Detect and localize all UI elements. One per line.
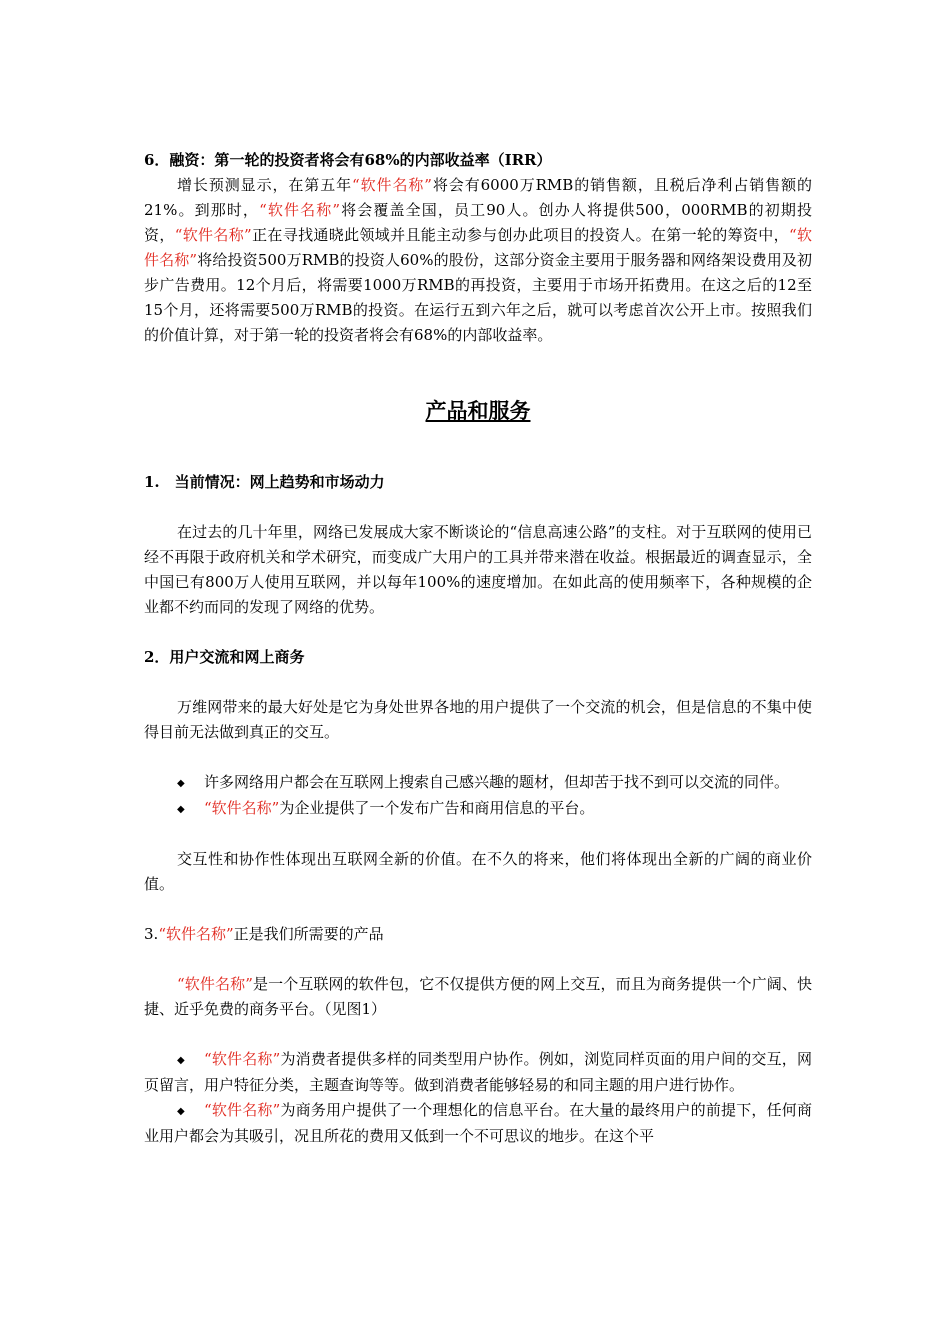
bullet-icon: ◆ [177, 804, 185, 815]
list-item: ◆ “软件名称”为商务用户提供了一个理想化的信息平台。在大量的最终用户的前提下，任何商业用户都会为其吸引，况且所花的费用又低到一个不可思议的地步。在这个平 [144, 1101, 812, 1145]
product-name: “软件名称” [204, 799, 280, 817]
list-item: ◆ “软件名称”为企业提供了一个发布广告和商用信息的平台。 [144, 796, 812, 822]
product-name: “软件名称” [352, 176, 432, 194]
document-content [144, 148, 812, 1149]
section-3-heading: 3.“软件名称”正是我们所需要的产品 [144, 925, 384, 943]
list-item: ◆ 许多网络用户都会在互联网上搜索自己感兴趣的题材，但却苦于找不到可以交流的同伴。 [144, 770, 812, 796]
list-item: ◆ “软件名称”为消费者提供多样的同类型用户协作。例如，浏览同样页面的用户间的交互，网页留言，用户特征分类，主题查询等等。做到消费者能够轻易的和同主题的用户进行协作。 [144, 1050, 812, 1094]
product-name: “软件名称” [259, 201, 340, 219]
product-name: “软件名称” [204, 1050, 281, 1068]
product-name: “软件名称” [158, 925, 234, 943]
bullet-icon: ◆ [177, 1055, 185, 1066]
section-6-paragraph: 增长预测显示，在第五年“软件名称”将会有6000万RMB的销售额，且税后净利占销售额的21%。到那时，“软件名称”将会覆盖全国，员工90人。创办人将提供500，000RMB的初期投资，“软件名称”正在寻找通晓此领域并且能主动参与创办此项目的投资人。在第一轮的筹资中，“软件名称”将给投资500万RMB的投资人60%的股份，这部分资金主要用于服务器和网络架设费用及初步广告费用。12个月后，将需要1000万RMB的再投资，主要用于市场开拓费用。在这之后的12至15个月，还将需要500万RMB的投资。在运行五到六年之后，就可以考虑首次公开上市。按照我们的价值计算，对于第一轮的投资者将会有68%的内部收益率。 [144, 176, 813, 344]
product-name: “软件名称” [144, 226, 812, 269]
section-2-paragraph: 万维网带来的最大好处是它为身处世界各地的用户提供了一个交流的机会，但是信息的不集中使得目前无法做到真正的交互。 [144, 698, 812, 741]
section-6-heading: 6．融资：第一轮的投资者将会有68%的内部收益率（IRR） [144, 151, 552, 169]
section-3-paragraph: “软件名称”是一个互联网的软件包，它不仅提供方便的网上交互，而且为商务提供一个广阔、快捷、近乎免费的商务平台。（见图1） [144, 975, 812, 1018]
section-2-closing-paragraph: 交互性和协作性体现出互联网全新的价值。在不久的将来，他们将体现出全新的广阔的商业价值。 [144, 850, 812, 893]
bullet-icon: ◆ [177, 1106, 185, 1117]
section-title: 产品和服务 [425, 398, 531, 423]
section-1-heading: 1. 当前情况：网上趋势和市场动力 [144, 473, 385, 491]
section-1-paragraph: 在过去的几十年里，网络已发展成大家不断谈论的“信息高速公路”的支柱。对于互联网的使用已经不再限于政府机关和学术研究，而变成广大用户的工具并带来潜在收益。根据最近的调查显示，全中国已有800万人使用互联网，并以每年100%的速度增加。在如此高的使用频率下，各种规模的企业都不约而同的发现了网络的优势。 [144, 523, 812, 616]
section-2-heading: 2．用户交流和网上商务 [144, 648, 305, 666]
bullet-icon: ◆ [177, 778, 185, 789]
product-name: “软件名称” [174, 226, 252, 244]
product-name: “软件名称” [204, 1101, 281, 1119]
product-name: “软件名称” [177, 975, 253, 993]
